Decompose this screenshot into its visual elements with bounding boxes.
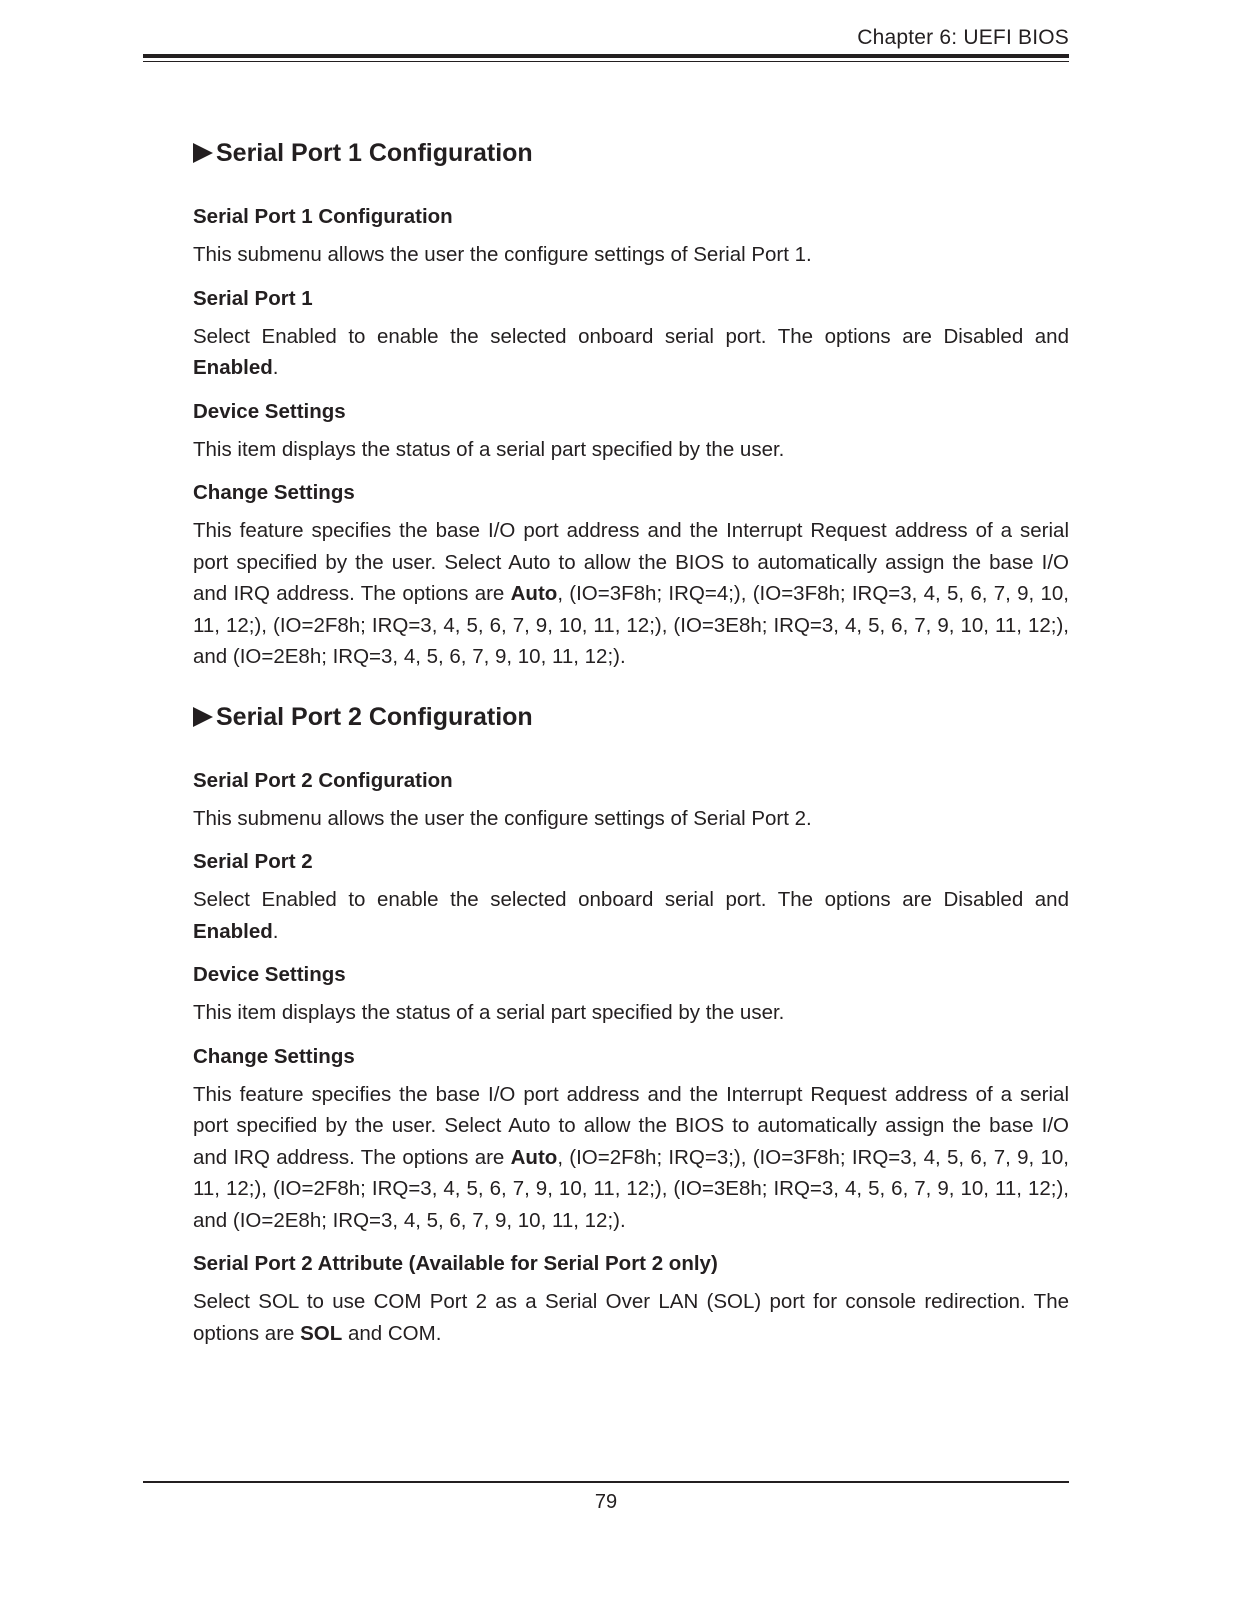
setting-item xyxy=(193,849,1069,947)
setting-description: Select Enabled to enable the selected onboard serial port. The options are Disabled and Enabled. xyxy=(193,888,1069,943)
default-option: Enabled xyxy=(193,919,273,943)
page-number: 79 xyxy=(594,1491,618,1513)
setting-description: This item displays the status of a serial part specified by the user. xyxy=(193,1001,785,1024)
header-rule-thick xyxy=(143,54,1069,58)
setting-description: Select SOL to use COM Port 2 as a Serial Over LAN (SOL) port for console redirection. The options are SOL and COM. xyxy=(193,1290,1069,1345)
section-serial-port-2 xyxy=(193,700,1069,1350)
default-option: Enabled xyxy=(193,356,273,379)
setting-description: This submenu allows the user the configure settings of Serial Port 1. xyxy=(193,243,812,266)
setting-description: This feature specifies the base I/O port address and the Interrupt Request address of a serial port specified by the user. Select Auto to allow the BIOS to automatically assign the base I/O and IRQ address. The options are Auto, (IO=3F8h; IRQ=4;), (IO=3F8h; IRQ=3, 4, 5, 6, 7, 9, 10, 11, 12;), (IO=2F8h; IRQ=3, 4, 5, 6, 7, 9, 10, 11, 12;), (IO=3E8h; IRQ=3, 4, 5, 6, 7, 9, 10, 11, 12;), and (IO=2E8h; IRQ=3, 4, 5, 6, 7, 9, 10, 11, 12;). xyxy=(193,519,1070,668)
setting-description: This item displays the status of a serial part specified by the user. xyxy=(193,437,785,461)
setting-title: Serial Port 2 xyxy=(193,850,313,873)
section-serial-port-1 xyxy=(193,136,1069,673)
triangle-bullet-icon xyxy=(193,143,213,163)
setting-title: Serial Port 1 xyxy=(193,286,313,310)
setting-description: Select Enabled to enable the selected onboard serial port. The options are Disabled and Enabled. xyxy=(193,324,1069,379)
setting-title: Device Settings xyxy=(193,963,346,986)
setting-item xyxy=(193,480,1069,673)
setting-item xyxy=(193,399,1069,466)
section-title xyxy=(193,136,1069,170)
section-title-text: Serial Port 1 Configuration xyxy=(216,139,533,167)
footer-rule xyxy=(143,1481,1069,1483)
setting-title: Serial Port 2 Configuration xyxy=(193,768,453,792)
setting-title: Change Settings xyxy=(193,1044,355,1068)
setting-title: Serial Port 2 Attribute (Available for Serial Port 2 only) xyxy=(193,1252,718,1275)
section-title-text: Serial Port 2 Configuration xyxy=(216,702,533,731)
setting-title: Serial Port 1 Configuration xyxy=(193,205,453,228)
setting-item xyxy=(193,204,1069,271)
triangle-bullet-icon xyxy=(193,707,213,727)
default-option: Auto xyxy=(510,582,558,605)
setting-item xyxy=(193,768,1069,835)
default-option: Auto xyxy=(510,1145,558,1169)
page-content xyxy=(193,136,1069,1364)
section-title xyxy=(193,700,1069,734)
setting-title: Device Settings xyxy=(193,399,346,423)
chapter-header: Chapter 6: UEFI BIOS xyxy=(857,26,1069,49)
setting-item xyxy=(193,1044,1069,1237)
setting-item xyxy=(193,962,1069,1029)
setting-item xyxy=(193,286,1069,384)
setting-description: This feature specifies the base I/O port address and the Interrupt Request address of a serial port specified by the user. Select Auto to allow the BIOS to automatically assign the base I/O and IRQ address. The options are Auto, (IO=2F8h; IRQ=3;), (IO=3F8h; IRQ=3, 4, 5, 6, 7, 9, 10, 11, 12;), (IO=2F8h; IRQ=3, 4, 5, 6, 7, 9, 10, 11, 12;), (IO=3E8h; IRQ=3, 4, 5, 6, 7, 9, 10, 11, 12;), and (IO=2E8h; IRQ=3, 4, 5, 6, 7, 9, 10, 11, 12;). xyxy=(193,1082,1070,1232)
setting-description: This submenu allows the user the configure settings of Serial Port 2. xyxy=(193,806,812,830)
header-rule-thin xyxy=(143,61,1069,62)
setting-title: Change Settings xyxy=(193,481,355,504)
default-option: SOL xyxy=(300,1321,343,1345)
setting-item xyxy=(193,1251,1069,1349)
